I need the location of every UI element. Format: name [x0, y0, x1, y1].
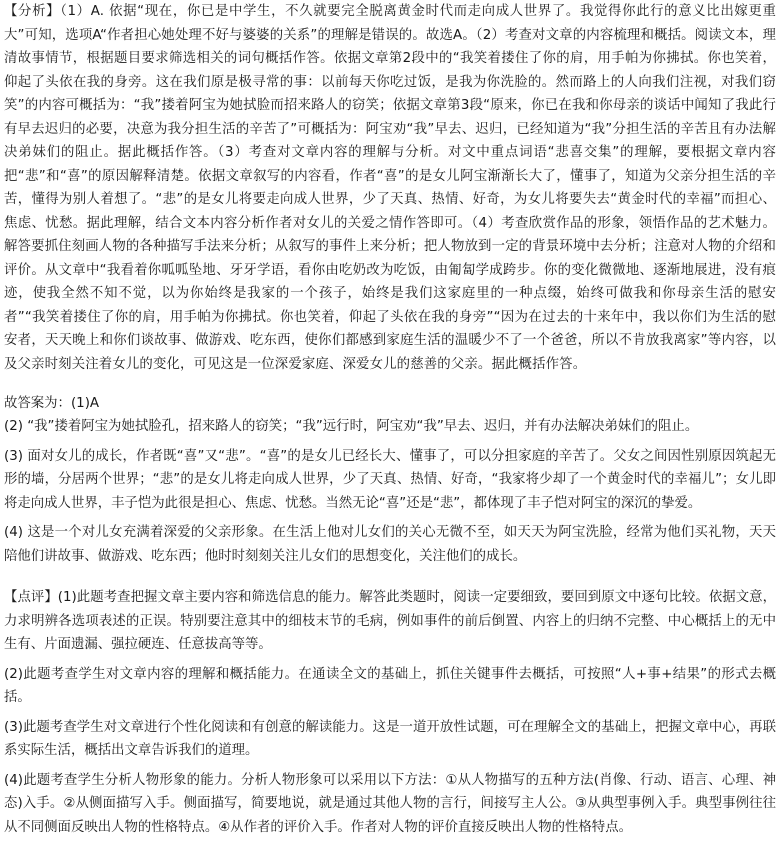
comment-item-4: (4)此题考查学生分析人物形象的能力。分析人物形象可以采用以下方法：①从人物描写的五种方法(肖像、行动、语言、心理、神态)入手。②从侧面描写入手。侧面描写，简要地说，就是通过其他人物的言行，间接写主人公。③从典型事例入手。典型事例往往从不同侧面反映出人物的性格特点。④从作者的评价入手。作者对人物的评价直接反映出人物的性格特点。	[4, 772, 776, 835]
answer-item-4: (4) 这是一个对儿女充满着深爱的父亲形象。在生活上他对儿女们的关心无微不至，如天天为阿宝洗脸，经常为他们买礼物，天天陪他们讲故事、做游戏、吃东西；他时时刻刻关注儿女们的思想变化，关注他们的成长。	[4, 525, 776, 564]
analysis-paragraph: 【分析】（1）A. 依据“现在，你已是中学生，不久就要完全脱离黄金时代而走向成人世界了。我觉得你此行的意义比出嫁更重大”可知，选项A“作者担心她处理不好与婆婆的关系”的理解是错误的。故选A。（2）考查对文章的内容梳理和概括。阅读文本，理清故事情节，根据题目要求筛选相关的词句概括作答。依据文章第2段中的“我笑着搂住了你的肩，用手帕为你拂拭。你也笑着，仰起了头依在我的身旁。这在我们原是极寻常的事：以前每天你吃过饭，是我为你洗脸的。然而路上的人向我们注视，对我们窃笑”的内容可概括为：“我”搂着阿宝为她拭脸而招来路人的窃笑；依据文章第3段“原来，你已在我和你母亲的谈话中闻知了我此行有早去迟归的必要，决意为我分担生活的辛苦了”可概括为：阿宝劝“我”早去、迟归，已经知道为“我”分担生活的辛苦且有办法解决弟妹们的阻止。据此概括作答。（3）考查对文章内容的理解与分析。对文中重点词语“悲喜交集”的理解，要根据文章内容把“悲”和“喜”的原因解释清楚。依据文章叙写的内容看，作者“喜”的是女儿阿宝渐渐长大了，懂事了，知道为父亲分担生活的辛苦，懂得为别人着想了。“悲”的是女儿将要走向成人世界，少了天真、热情、好奇，为女儿将要失去“黄金时代的幸福”而担心、焦虑、忧愁。据此理解，结合文本内容分析作者对女儿的关爱之情作答即可。（4）考查欣赏作品的形象，领悟作品的艺术魅力。解答要抓住刻画人物的各种描写手法来分析；从叙写的事件上来分析；把人物放到一定的背景环境中去分析；注意对人物的介绍和评价。从文章中“我看着你呱呱坠地、牙牙学语，看你由吃奶改为吃饭，由匍匐学成跨步。你的变化微微地、逐渐地展进，没有痕迹，使我全然不知不觉，以为你始终是我家的一个孩子，始终是我们这家庭里的一种点缀，始终可做我和你母亲生活的慰安者”“我笑着搂住了你的肩，用手帕为你拂拭。你也笑着，仰起了头依在我的身旁”“因为在过去的十来年中，我以你们为生活的慰安者，天天晚上和你们谈故事、做游戏、吃东西，使你们都感到家庭生活的温暖少不了一个爸爸，所以不肯放我离家”等内容，以及父亲时刻关注着女儿的变化，可见这是一位深爱家庭、深爱女儿的慈善的父亲。据此概括作答。	[4, 4, 776, 372]
comment-section	[4, 586, 776, 839]
answer-section	[4, 392, 776, 568]
spacer	[4, 376, 776, 392]
answer-heading: 故答案为：(1)A	[4, 396, 100, 411]
comment-item-3: (3)此题考查学生对文章进行个性化阅读和有创意的解读能力。这是一道开放性试题，可在理解全文的基础上，把握文章中心，再联系实际生活，概括出文章告诉我们的道理。	[4, 719, 776, 758]
answer-item-2: (2) “我”搂着阿宝为她拭脸孔，招来路人的窃笑；“我”远行时，阿宝劝“我”早去、迟归，并有办法解决弟妹们的阻止。	[4, 419, 699, 434]
comment-item-2: (2)此题考查学生对文章内容的理解和概括能力。在通读全文的基础上，抓住关键事件去概括，可按照“人+事+结果”的形式去概括。	[4, 666, 776, 705]
answer-item-3: (3) 面对女儿的成长，作者既“喜”又“悲”。“喜”的是女儿已经长大、懂事了，可以分担家庭的辛苦了。父女之间因性别原因筑起无形的墙，分居两个世界；“悲”的是女儿将走向成人世界，少了天真、热情、好奇，“我家将少却了一个黄金时代的幸福儿”；女儿即将走向成人世界，丰子恺为此很是担心、焦虑、忧愁。当然无论“喜”还是“悲”，都体现了丰子恺对阿宝的深沉的挚爱。	[4, 448, 776, 511]
document	[4, 0, 776, 845]
comment-item-1: 【点评】(1)此题考查把握文章主要内容和筛选信息的能力。解答此类题时，阅读一定要细致，要回到原文中逐句比较。依据文意，力求明辨各选项表述的正误。特别要注意其中的细枝末节的毛病，例如事件的前后倒置、内容上的归纳不完整、中心概括上的无中生有、片面遗漏、强拉硬连、任意拔高等等。	[4, 590, 776, 652]
spacer	[4, 574, 776, 586]
